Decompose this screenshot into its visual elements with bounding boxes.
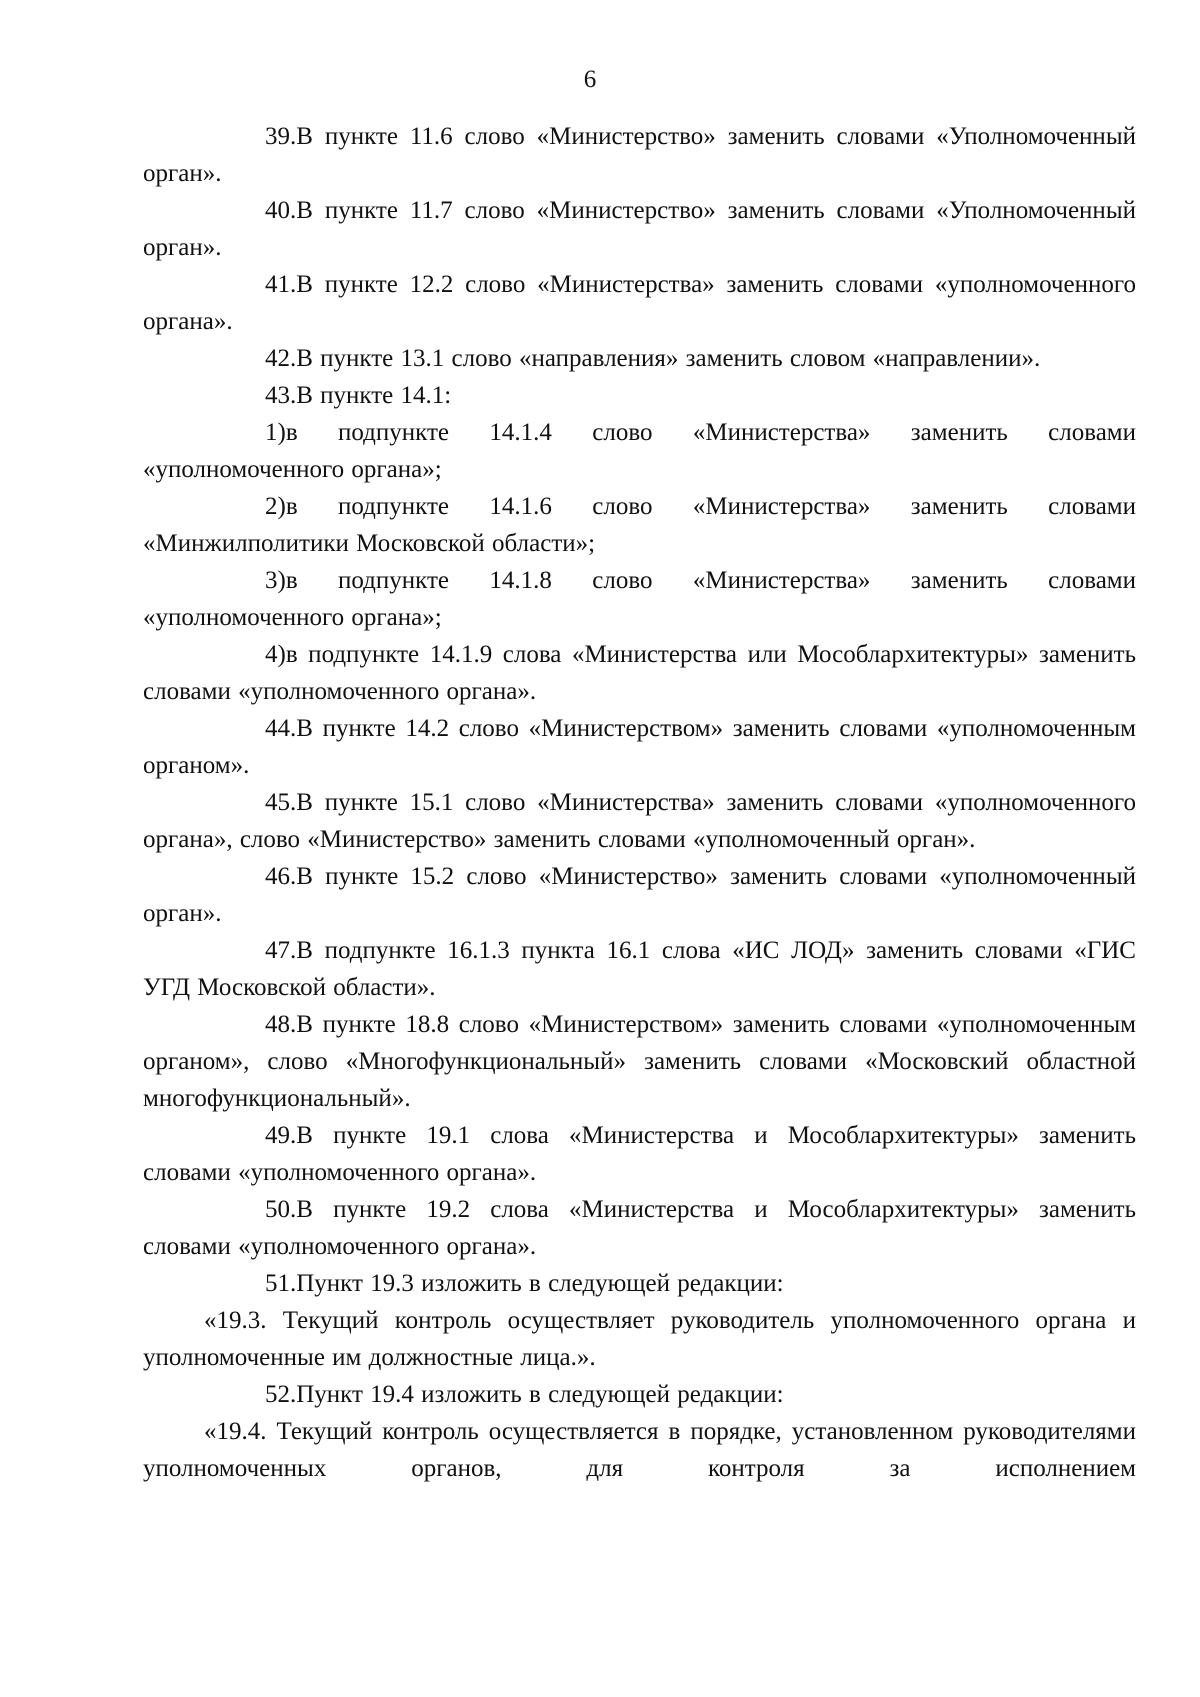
paragraph-text: В пункте 14.1: xyxy=(296,382,452,409)
page-number: 6 xyxy=(583,66,597,93)
subparagraph-43-3 xyxy=(143,562,1136,636)
paragraph-42 xyxy=(143,340,1136,377)
item-number: 48. xyxy=(265,1011,297,1038)
paragraph-text: В пункте 12.2 слово «Министерства» заменить словами «уполномоченного органа». xyxy=(143,271,1136,335)
paragraph-43 xyxy=(143,377,1136,414)
paragraph-text: В пункте 11.7 слово «Министерство» заменить словами «Уполномоченный орган». xyxy=(143,197,1136,261)
paragraph-text: В пункте 13.1 слово «направления» заменить словом «направлении». xyxy=(296,345,1041,372)
paragraph-45 xyxy=(143,784,1136,858)
item-number: 50. xyxy=(265,1196,297,1223)
item-number: 46. xyxy=(265,863,297,890)
paragraph-text: В пункте 11.6 слово «Министерство» заменить словами «Уполномоченный орган». xyxy=(143,123,1136,187)
paragraph-49 xyxy=(143,1117,1136,1191)
item-number: 40. xyxy=(265,197,297,224)
paragraph-50 xyxy=(143,1191,1136,1265)
paragraph-text: «19.3. Текущий контроль осуществляет руководитель уполномоченного органа и уполномоченные им должностные лица.». xyxy=(143,1307,1136,1371)
subparagraph-43-1 xyxy=(143,414,1136,488)
item-number: 52. xyxy=(265,1381,297,1408)
paragraph-text: В пункте 19.2 слова «Министерства и Мособлархитектуры» заменить словами «уполномоченного органа». xyxy=(143,1196,1136,1260)
item-number: 3) xyxy=(265,567,286,594)
paragraph-44 xyxy=(143,710,1136,784)
paragraph-40 xyxy=(143,192,1136,266)
paragraph-39 xyxy=(143,118,1136,192)
item-number: 43. xyxy=(265,382,297,409)
paragraph-text: В пункте 15.1 слово «Министерства» заменить словами «уполномоченного органа», слово «Министерство» заменить словами «уполномоченный орган». xyxy=(143,789,1136,853)
paragraph-47 xyxy=(143,932,1136,1006)
paragraph-text: Пункт 19.3 изложить в следующей редакции: xyxy=(296,1270,784,1297)
item-number: 1) xyxy=(265,419,286,446)
item-number: 42. xyxy=(265,345,297,372)
quoted-paragraph-19-4 xyxy=(143,1413,1136,1487)
paragraph-text: в подпункте 14.1.6 слово «Министерства» заменить словами «Минжилполитики Московской области»; xyxy=(143,493,1136,557)
paragraph-text: В пункте 15.2 слово «Министерство» заменить словами «уполномоченный орган». xyxy=(143,863,1136,927)
document-body xyxy=(143,118,1136,1487)
item-number: 44. xyxy=(265,715,297,742)
item-number: 4) xyxy=(265,641,286,668)
item-number: 39. xyxy=(265,123,297,150)
paragraph-text: В пункте 18.8 слово «Министерством» заменить словами «уполномоченным органом», слово «Многофункциональный» заменить словами «Московский областной многофункциональный». xyxy=(143,1011,1136,1112)
paragraph-text: «19.4. Текущий контроль осуществляется в порядке, установленном руководителями уполномоченных органов, для контроля за исполнением xyxy=(143,1418,1136,1482)
paragraph-text: в подпункте 14.1.9 слова «Министерства или Мособлархитектуры» заменить словами «уполномоченного органа». xyxy=(143,641,1136,705)
item-number: 45. xyxy=(265,789,297,816)
paragraph-text: Пункт 19.4 изложить в следующей редакции: xyxy=(296,1381,784,1408)
paragraph-46 xyxy=(143,858,1136,932)
paragraph-41 xyxy=(143,266,1136,340)
paragraph-text: в подпункте 14.1.8 слово «Министерства» заменить словами «уполномоченного органа»; xyxy=(143,567,1136,631)
item-number: 49. xyxy=(265,1122,297,1149)
paragraph-51 xyxy=(143,1265,1136,1302)
paragraph-52 xyxy=(143,1376,1136,1413)
item-number: 51. xyxy=(265,1270,297,1297)
subparagraph-43-4 xyxy=(143,636,1136,710)
paragraph-text: В пункте 19.1 слова «Министерства и Мособлархитектуры» заменить словами «уполномоченного органа». xyxy=(143,1122,1136,1186)
paragraph-48 xyxy=(143,1006,1136,1117)
paragraph-text: В подпункте 16.1.3 пункта 16.1 слова «ИС ЛОД» заменить словами «ГИС УГД Московской области». xyxy=(143,937,1136,1001)
item-number: 47. xyxy=(265,937,297,964)
subparagraph-43-2 xyxy=(143,488,1136,562)
item-number: 2) xyxy=(265,493,286,520)
paragraph-text: В пункте 14.2 слово «Министерством» заменить словами «уполномоченным органом». xyxy=(143,715,1136,779)
quoted-paragraph-19-3 xyxy=(143,1302,1136,1376)
paragraph-text: в подпункте 14.1.4 слово «Министерства» заменить словами «уполномоченного органа»; xyxy=(143,419,1136,483)
item-number: 41. xyxy=(265,271,297,298)
